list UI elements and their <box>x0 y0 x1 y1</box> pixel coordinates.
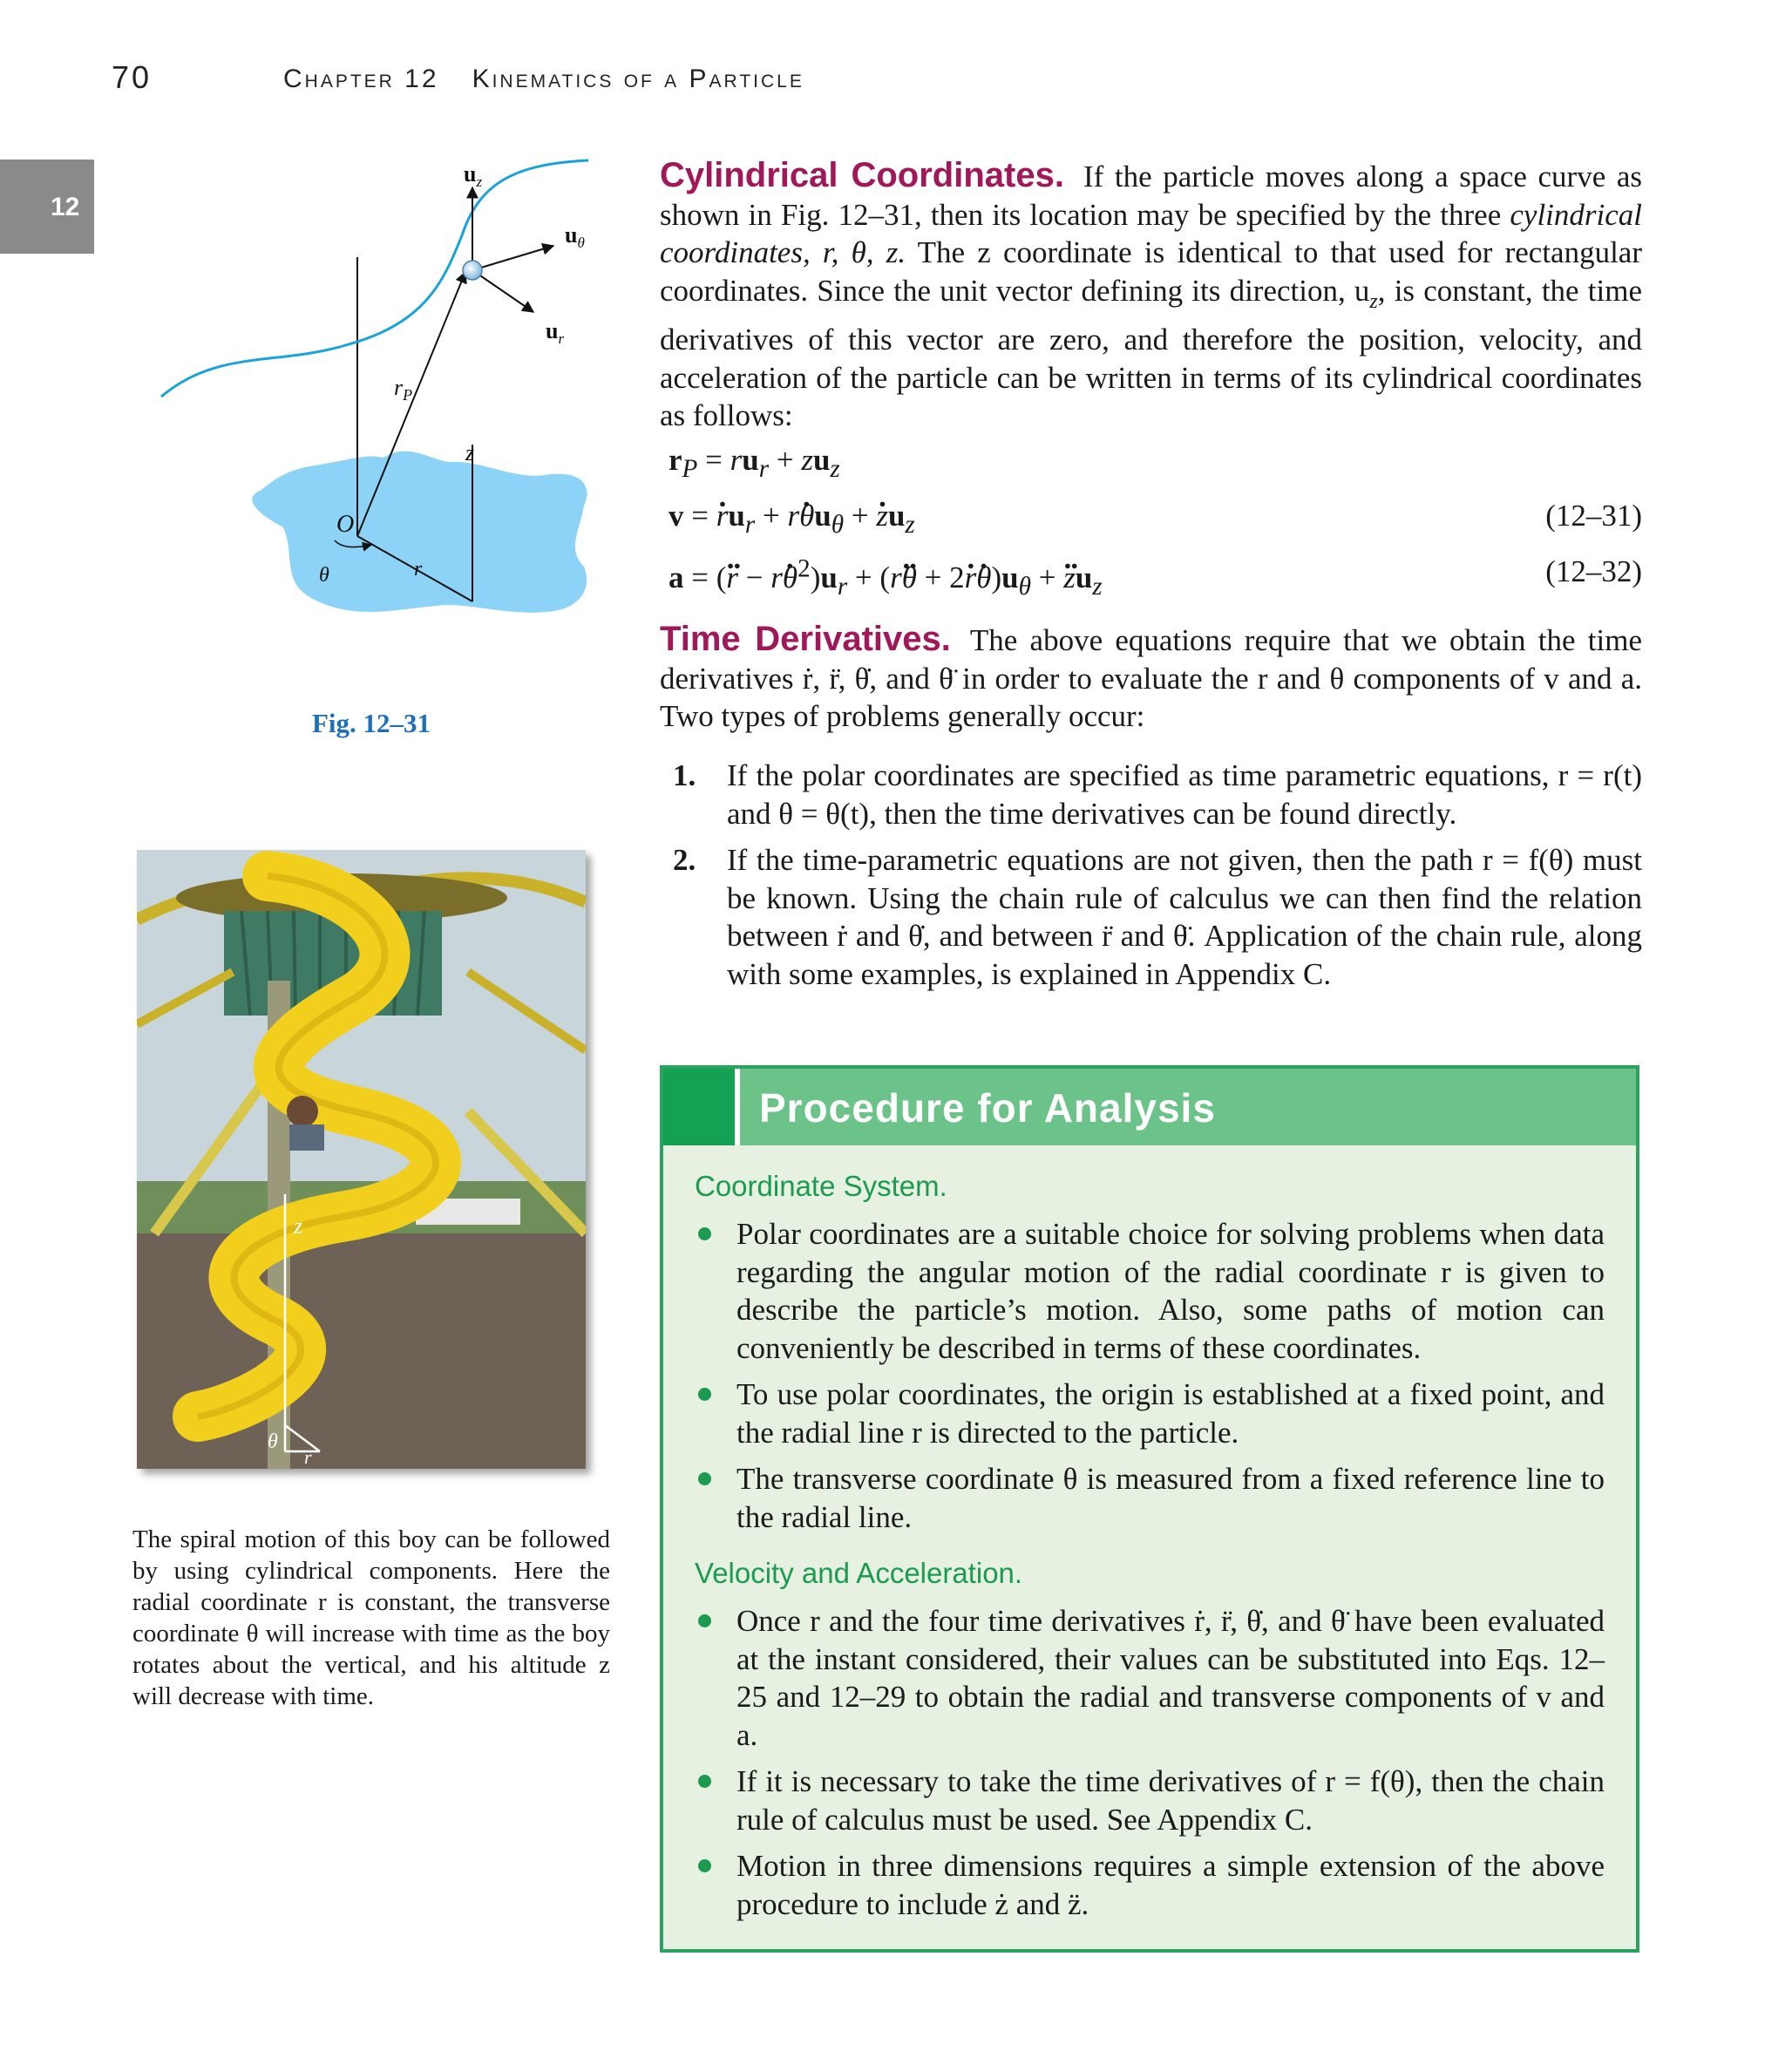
procedure-title: Procedure for Analysis <box>759 1085 1216 1131</box>
list-item: Motion in three dimensions requires a simple extension of the above procedure to include ż and z̈. <box>698 1847 1605 1923</box>
list-item: If it is necessary to take the time derivatives of r = f(θ), then the chain rule of calculus must be used. See Appendix C. <box>698 1763 1605 1838</box>
chapter-title: Kinematics of a Particle <box>472 65 804 93</box>
equation-position: $r_P = ru_r + zu_z$ <box>669 443 840 483</box>
list-item: Once r and the four time derivatives ṙ, r̈, θ̇, and θ̈ have been evaluated at the instant considered, their values can be substituted into Eqs. 12–25 and 12–29 to obtain the radial and transverse components of v and a. <box>698 1602 1605 1754</box>
svg-text:uθ: $u_\theta$ <box>565 222 585 251</box>
header-accent-bar <box>663 1069 735 1145</box>
photo-z-label: z <box>294 1213 303 1239</box>
photo-caption: The spiral motion of this boy can be followed by using cylindrical components. Here the radial coordinate r is constant, the transverse coordinate θ will increase with time as the boy rotates about the vertical, and his altitude z will decrease with time. <box>132 1525 610 1710</box>
utheta-label: u <box>565 222 578 248</box>
list-item: 2. If the time-parametric equations are not given, then the path r = f(θ) must be known. Using the chain rule of calculus we can then find the relation between ṙ and θ̇, and between r̈ and θ̈. Application of the chain rule, along with some examples, is explained in Appendix C. <box>673 843 1642 991</box>
particle <box>463 261 482 280</box>
photo-illustration <box>137 850 586 1469</box>
utheta-vector <box>472 246 553 270</box>
photo-r-label: r <box>304 1446 312 1468</box>
equation-acceleration: a = (.. r − r. $\theta^2)u_r + (r$.. θ + 2. r. $\theta)u_\theta$ + .. $zu_z$ (12–32) <box>669 554 1642 610</box>
space-curve <box>161 160 588 397</box>
time-derivatives-paragraph: Time Derivatives. The above equations require that we obtain the time derivatives ṙ, r̈, θ̇, and θ̈ in order to evaluate the r and θ components of v and a. Two types of problems generally occur: <box>660 620 1643 733</box>
velocity-acceleration-heading: Velocity and Acceleration. <box>695 1557 1023 1589</box>
bullet-icon <box>698 1388 711 1401</box>
coordinate-system-bullets <box>698 1215 1605 1545</box>
equation-number-12-31: (12–31) <box>1545 499 1642 533</box>
cylindrical-heading: Cylindrical Coordinates. <box>660 156 1064 194</box>
bullet-icon <box>698 1614 711 1627</box>
bullet-icon <box>698 1472 711 1485</box>
origin-label: O <box>336 511 355 538</box>
svg-text:ur: $u_r$ <box>546 318 565 347</box>
equations <box>669 443 1642 610</box>
bullet-icon <box>698 1775 711 1788</box>
theta-label: θ <box>319 564 329 587</box>
svg-text:rP: $r_P$ <box>394 375 413 404</box>
procedure-box <box>660 1065 1639 1953</box>
cylindrical-coordinates-paragraph: Cylindrical Coordinates. If the particle moves along a space curve as shown in Fig. 12–31, then its location may be specified by the three cylindrical coordinates, r, θ, z. The z coordinate is identical to that used for rectangular coordinates. Since the unit vector defining its direction, $u_z$, is constant, the time derivatives of this vector are zero, and therefore the position, velocity, and acceleration of the particle can be written in terms of its cylindrical coordinates as follows: <box>660 156 1642 432</box>
procedure-header <box>663 1069 1636 1145</box>
running-head <box>283 65 804 94</box>
bullet-icon <box>698 1859 711 1872</box>
rP-label: r <box>394 375 404 400</box>
list-item: The transverse coordinate θ is measured from a fixed reference line to the radial line. <box>698 1460 1605 1536</box>
ground-surface <box>252 452 587 613</box>
bullet-icon <box>698 1227 711 1240</box>
list-item: Polar coordinates are a suitable choice for solving problems when data regarding the angular motion of the radial coordinate r is given to describe the particle’s motion. Also, some paths of motion can conveniently be described in terms of these coordinates. <box>698 1215 1605 1367</box>
time-derivatives-heading: Time Derivatives. <box>660 620 951 658</box>
figure-caption: Fig. 12–31 <box>312 708 431 738</box>
equation-velocity: v = . $ru_r + r$. $\theta u_\theta$ + . $zu_z$ (12–31) <box>669 499 1642 554</box>
page-number: 70 <box>112 59 153 95</box>
numbered-list <box>673 757 1642 1002</box>
chapter-tab-label: 12 <box>51 193 80 221</box>
coordinate-system-heading: Coordinate System. <box>695 1170 947 1202</box>
chapter-label: Chapter 12 <box>283 65 439 93</box>
svg-text:uz: $u_z$ <box>464 161 483 190</box>
equation-number-12-32: (12–32) <box>1545 554 1642 588</box>
r-label: r <box>414 558 423 581</box>
uz-label: u <box>464 161 477 187</box>
chapter-tab <box>0 160 94 254</box>
velocity-acceleration-bullets <box>698 1602 1605 1932</box>
list-item: 1. If the polar coordinates are specified as time parametric equations, r = r(t) and θ = θ(t), then the time derivatives can be found directly. <box>673 758 1642 831</box>
ur-vector <box>472 270 533 312</box>
z-label: z <box>465 440 475 465</box>
figure-diagram <box>148 148 619 645</box>
photo-theta-label: θ <box>268 1430 278 1453</box>
list-item: To use polar coordinates, the origin is established at a fixed point, and the radial line r is directed to the particle. <box>698 1376 1605 1451</box>
spiral-slide-photo <box>137 850 586 1469</box>
ur-label: u <box>546 318 559 343</box>
